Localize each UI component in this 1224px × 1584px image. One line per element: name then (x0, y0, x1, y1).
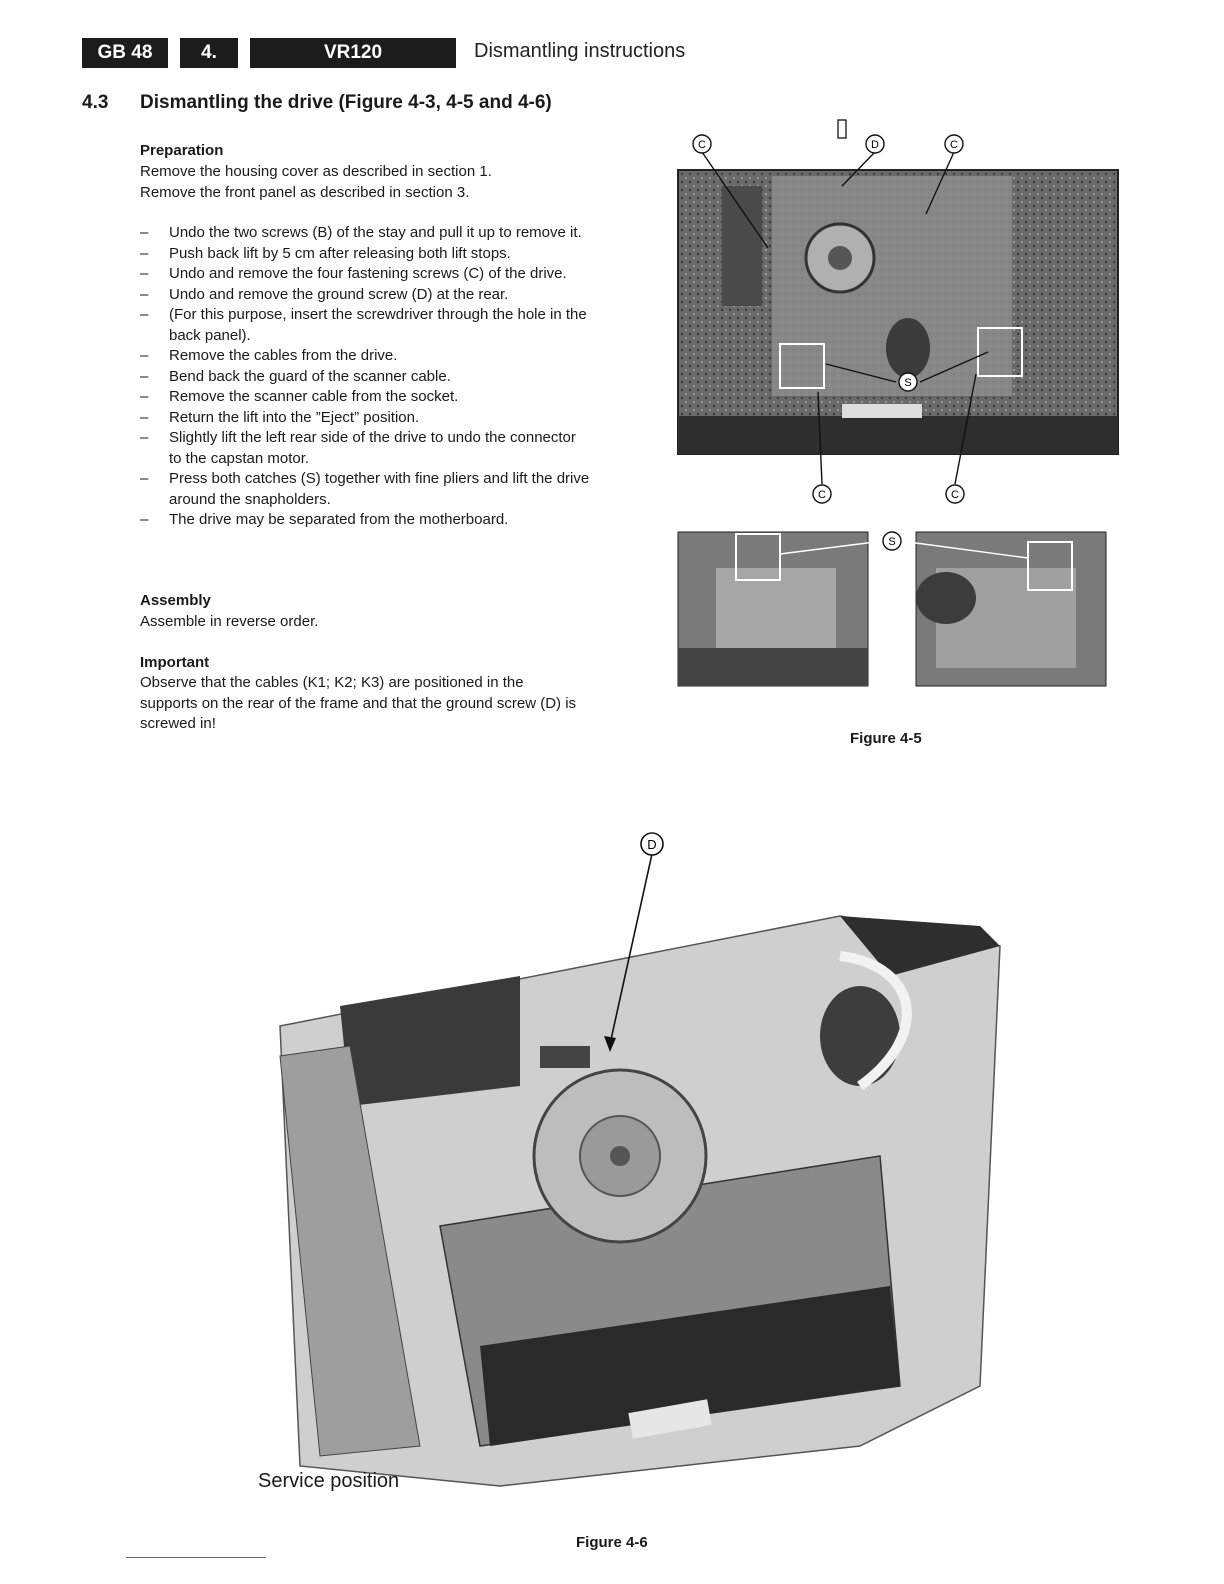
dash-bullet: – (140, 224, 149, 241)
callout-c: C (951, 489, 959, 501)
callout-c: C (818, 489, 826, 501)
dash-bullet: – (140, 285, 149, 303)
step-text: Press both catches (S) together with fine pliers and lift the drive around the snapholders. (169, 470, 590, 508)
step-text: Push back lift by 5 cm after releasing both lift stops. (169, 244, 511, 262)
dismantling-steps-list (140, 223, 590, 531)
step-item (140, 223, 590, 244)
dash-bullet: – (140, 511, 149, 528)
step-item (140, 346, 590, 367)
scart-block (340, 976, 520, 1106)
step-item (140, 305, 590, 346)
step-text: Slightly lift the left rear side of the drive to undo the connector to the capstan motor. (169, 429, 576, 467)
header-section-title: Dismantling instructions (474, 40, 686, 62)
figure-4-6-photo (240, 826, 1010, 1506)
step-text: (For this purpose, insert the screwdriver through the hole in the back panel). (169, 306, 587, 344)
step-item (140, 387, 590, 408)
step-text: Undo the two screws (B) of the stay and pull it up to remove it. (169, 224, 582, 241)
step-text: Remove the scanner cable from the socket. (169, 388, 459, 405)
step-item (140, 510, 590, 531)
page-code-badge: GB 48 (82, 38, 168, 68)
figure-4-6-caption: Figure 4-6 (576, 1534, 648, 1551)
screwdriver-icon (838, 120, 846, 138)
dash-bullet: – (140, 367, 149, 385)
model-badge: VR120 (250, 38, 456, 68)
step-text: The drive may be separated from the motherboard. (169, 511, 509, 528)
dash-bullet: – (140, 470, 149, 487)
step-text: Return the lift into the ”Eject” position. (169, 408, 420, 426)
step-text: Undo and remove the ground screw (D) at the rear. (169, 285, 509, 303)
step-text: Remove the cables from the drive. (169, 347, 398, 364)
preparation-heading: Preparation (140, 142, 224, 159)
assembly-heading: Assembly (140, 592, 211, 609)
step-item (140, 244, 590, 265)
step-text: Undo and remove the four fastening screws (C) of the drive. (169, 265, 567, 282)
preparation-text (140, 162, 590, 203)
step-item (140, 264, 590, 285)
important-text: Observe that the cables (K1; K2; K3) are positioned in the supports on the rear of the frame and that the ground screw (D) is screwed in! (140, 674, 577, 732)
service-position-label: Service position (258, 1470, 400, 1492)
footer-rule (126, 1557, 266, 1558)
dash-bullet: – (140, 429, 149, 446)
assembly-text: Assemble in reverse order. (140, 613, 319, 630)
preparation-line: Remove the front panel as described in section 3. (140, 183, 470, 201)
callout-d: D (871, 139, 879, 151)
step-item (140, 469, 590, 510)
chapter-badge: 4. (180, 38, 238, 68)
dash-bullet: – (140, 388, 149, 405)
dash-bullet: – (140, 347, 149, 364)
callout-d: D (647, 837, 657, 852)
preparation-line: Remove the housing cover as described in section 1. (140, 163, 492, 180)
important-heading: Important (140, 654, 210, 671)
figure-4-5-detail-photos (676, 528, 1108, 690)
figure-4-5-caption: Figure 4-5 (850, 730, 922, 747)
step-item (140, 367, 590, 388)
step-text: Bend back the guard of the scanner cable. (169, 367, 451, 385)
dash-bullet: – (140, 244, 149, 262)
figure-4-5-top-photo (672, 116, 1124, 512)
step-item (140, 428, 590, 469)
section-number: 4.3 (82, 92, 109, 113)
callout-s: S (904, 377, 912, 389)
step-item (140, 408, 590, 429)
callout-c: C (950, 139, 958, 151)
label-sticker (842, 404, 922, 418)
dash-bullet: – (140, 265, 149, 282)
dash-bullet: – (140, 306, 149, 323)
dash-bullet: – (140, 408, 149, 426)
step-item (140, 285, 590, 306)
scart-connector (722, 186, 762, 306)
capstan-motor (820, 986, 900, 1086)
callout-s: S (888, 536, 896, 548)
section-title: Dismantling the drive (Figure 4-3, 4-5 and 4-6) (140, 92, 552, 113)
callout-c: C (698, 139, 706, 151)
